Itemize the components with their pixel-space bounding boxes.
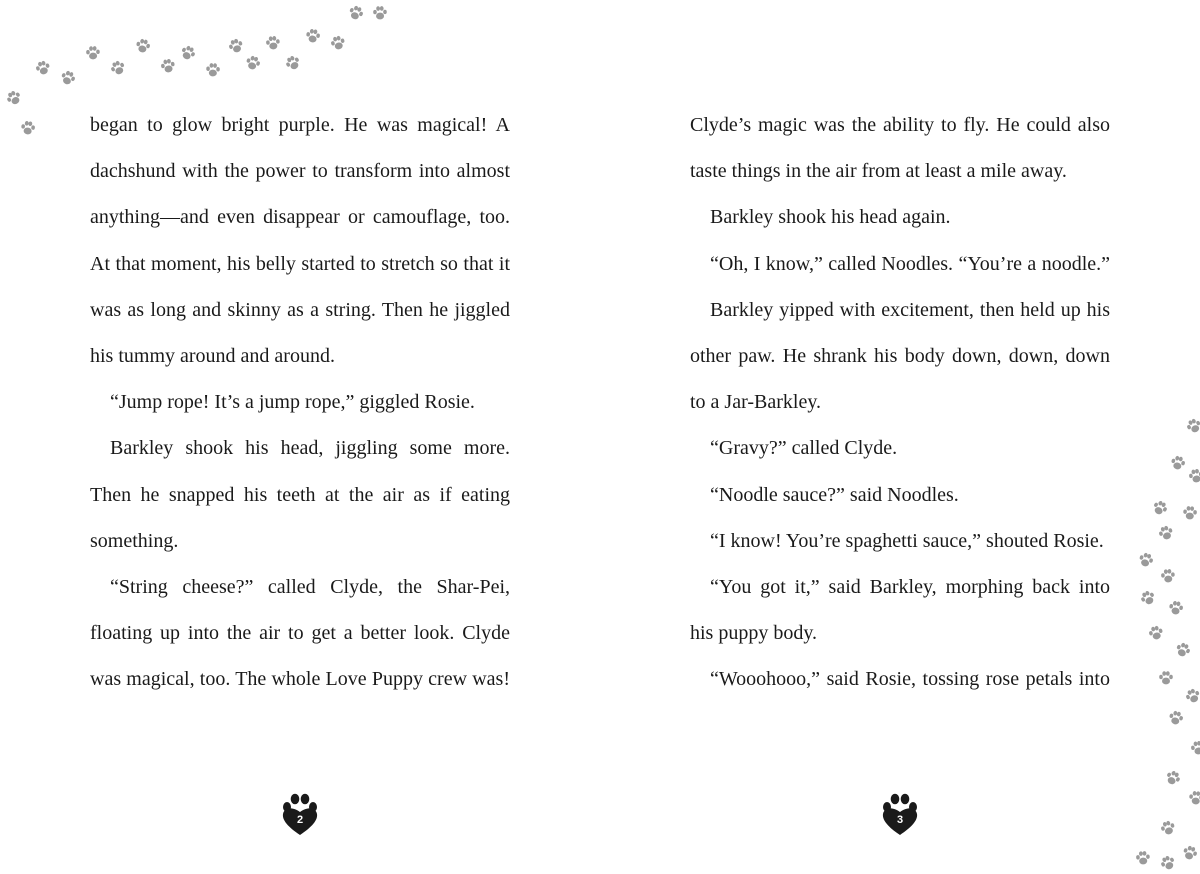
paw-print-icon bbox=[159, 57, 178, 76]
left-page-text bbox=[90, 102, 510, 703]
paw-print-icon bbox=[19, 119, 37, 137]
left-page bbox=[0, 0, 600, 871]
paragraph: Clyde’s magic was the ability to fly. He could also taste things in the air from at least a mile away. bbox=[690, 114, 1110, 183]
page-number-badge bbox=[880, 793, 920, 837]
paragraph: “Oh, I know,” called Noodles. “You’re a noodle.” bbox=[710, 252, 1110, 275]
paragraph: “Gravy?” called Clyde. bbox=[710, 437, 898, 460]
page-number: 3 bbox=[896, 814, 904, 826]
paragraph: Barkley shook his head again. bbox=[710, 206, 951, 229]
paw-print-icon bbox=[205, 62, 222, 79]
paw-print-icon bbox=[85, 45, 102, 62]
paw-print-icon bbox=[134, 37, 153, 56]
paw-print-icon bbox=[1187, 789, 1200, 806]
paw-print-icon bbox=[1181, 504, 1198, 521]
paw-print-icon bbox=[1134, 849, 1151, 866]
paw-print-icon bbox=[1159, 567, 1176, 584]
paragraph: Barkley yipped with excitement, then held up his other paw. He shrank his body down, down, down to a Jar-Barkley. bbox=[690, 298, 1110, 414]
paragraph: “String cheese?” called Clyde, the Shar-Pei, floating up into the air to get a better look. Clyde was magical, too. The whole Love Puppy crew was! bbox=[90, 576, 510, 691]
page-number: 2 bbox=[296, 814, 304, 826]
paw-print-icon bbox=[372, 5, 388, 21]
paragraph: Barkley shook his head, jiggling some more. Then he snapped his teeth at the air as if eating something. bbox=[90, 437, 510, 552]
paw-print-icon bbox=[1187, 467, 1200, 486]
paragraph: began to glow bright purple. He was magical! A dachshund with the power to transform into almost anything—and even disappear or camouflage, too. At that moment, his belly started to stretch so that it was as long and skinny as a string. Then he jiggled his tummy around and around. bbox=[90, 114, 510, 368]
paw-print-icon bbox=[304, 27, 322, 45]
paw-print-icon bbox=[1189, 739, 1200, 757]
paragraph: “Jump rope! It’s a jump rope,” giggled Rosie. bbox=[110, 391, 475, 414]
paragraph: “Noodle sauce?” said Noodles. bbox=[710, 483, 959, 506]
paw-print-icon bbox=[264, 34, 282, 52]
page-number-badge bbox=[280, 793, 320, 837]
right-page-text bbox=[690, 102, 1110, 703]
paragraph: “You got it,” said Barkley, morphing back into his puppy body. bbox=[690, 576, 1110, 645]
paragraph: “Wooohooo,” said Rosie, tossing rose petals into bbox=[710, 668, 1110, 691]
paragraph: “I know! You’re spaghetti sauce,” shouted Rosie. bbox=[710, 529, 1104, 552]
paw-print-icon bbox=[1158, 670, 1174, 686]
paw-print-icon bbox=[1167, 599, 1185, 617]
right-page bbox=[600, 0, 1200, 871]
